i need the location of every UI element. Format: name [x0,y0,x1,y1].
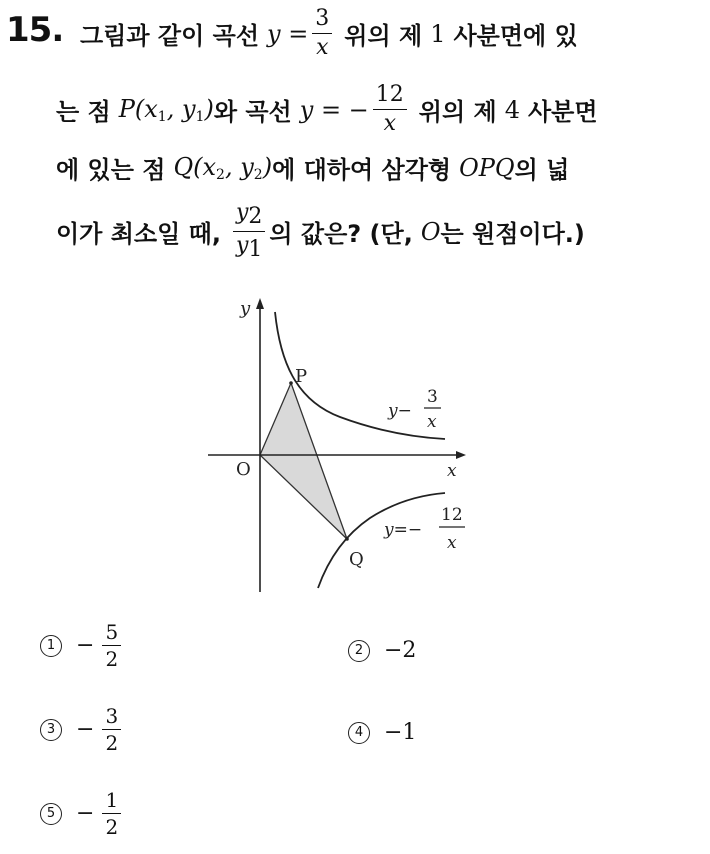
question-line-4 [56,202,585,261]
question-line-2 [56,84,598,135]
point-q-marker [345,537,349,541]
choice-value: −1 [384,720,417,745]
text: 사분면에 있 [453,22,578,50]
x-axis-label: x [447,461,457,481]
fraction-3-over-x: $\frac{3}{x}$ [312,8,332,59]
choice-fraction: $\frac{3}{2}$ [102,706,121,753]
curve-1-label-den: x [427,412,437,432]
curve-2-label-den: x [447,533,457,553]
text: 위의 제 [344,22,423,50]
curve-y-neg-12-over-x [318,493,445,588]
fraction-y2-over-y1: $\frac{y2}{y1}$ [233,202,265,261]
graph-figure [200,290,480,600]
triangle-opq [260,383,347,539]
point-p-label: P [295,366,308,387]
point-p: $P(x_1$, $y_1$) [118,94,214,125]
fraction-12-over-x: $\frac{12}{x}$ [373,84,407,135]
choice-marker: 3 [40,719,62,741]
choice-fraction: $\frac{1}{2}$ [102,790,121,837]
text: 와 곡선 [213,98,292,126]
y-axis-label: y [240,298,251,319]
choice-3[interactable]: 3 − $\frac{3}{2}$ [40,706,125,753]
text: 이가 최소일 때, [56,220,221,248]
triangle-name: OPQ [459,153,515,182]
point-q-label: Q [349,549,364,570]
text: 에 있는 점 [56,156,166,184]
point-p-marker [289,381,293,385]
text: 위의 제 [418,98,497,126]
choice-2[interactable] [348,638,416,663]
choice-5[interactable]: 5 − $\frac{1}{2}$ [40,790,125,837]
question-number: 15. [6,10,64,50]
y-axis-arrow [256,298,264,309]
choice-1[interactable]: 1 − $\frac{5}{2}$ [40,622,125,669]
choice-marker: 4 [348,722,370,744]
origin-label: O [236,459,251,480]
text: 의 값은? (단, [269,220,413,248]
curve-1-label-left: y− [388,401,412,421]
choice-marker: 5 [40,803,62,825]
equation-left: y = [267,19,309,48]
text: 에 대하여 삼각형 [272,156,452,184]
choice-4[interactable] [348,720,416,745]
origin-label: O [420,217,441,246]
text: 는 점 [56,98,111,126]
curve-2-label-left: y=− [384,520,423,540]
quadrant-number: 1 [430,19,446,48]
text: 의 넓 [514,156,570,184]
point-q: $Q(x_2$, $y_2$) [173,152,273,183]
curve-1-label-num: 3 [427,387,438,407]
text: 는 원점이다.) [440,220,585,248]
text: 사분면 [528,98,598,126]
x-axis-arrow [456,451,466,459]
choice-marker: 2 [348,640,370,662]
choice-marker: 1 [40,635,62,657]
question-line-3 [56,150,569,185]
text: 그림과 같이 곡선 [80,22,259,50]
question-line-1 [80,8,578,59]
quadrant-number: 4 [504,95,520,124]
choice-value: −2 [384,638,417,663]
choice-fraction: $\frac{5}{2}$ [102,622,121,669]
equation-left: y = − [299,95,369,124]
curve-2-label-num: 12 [441,505,463,525]
